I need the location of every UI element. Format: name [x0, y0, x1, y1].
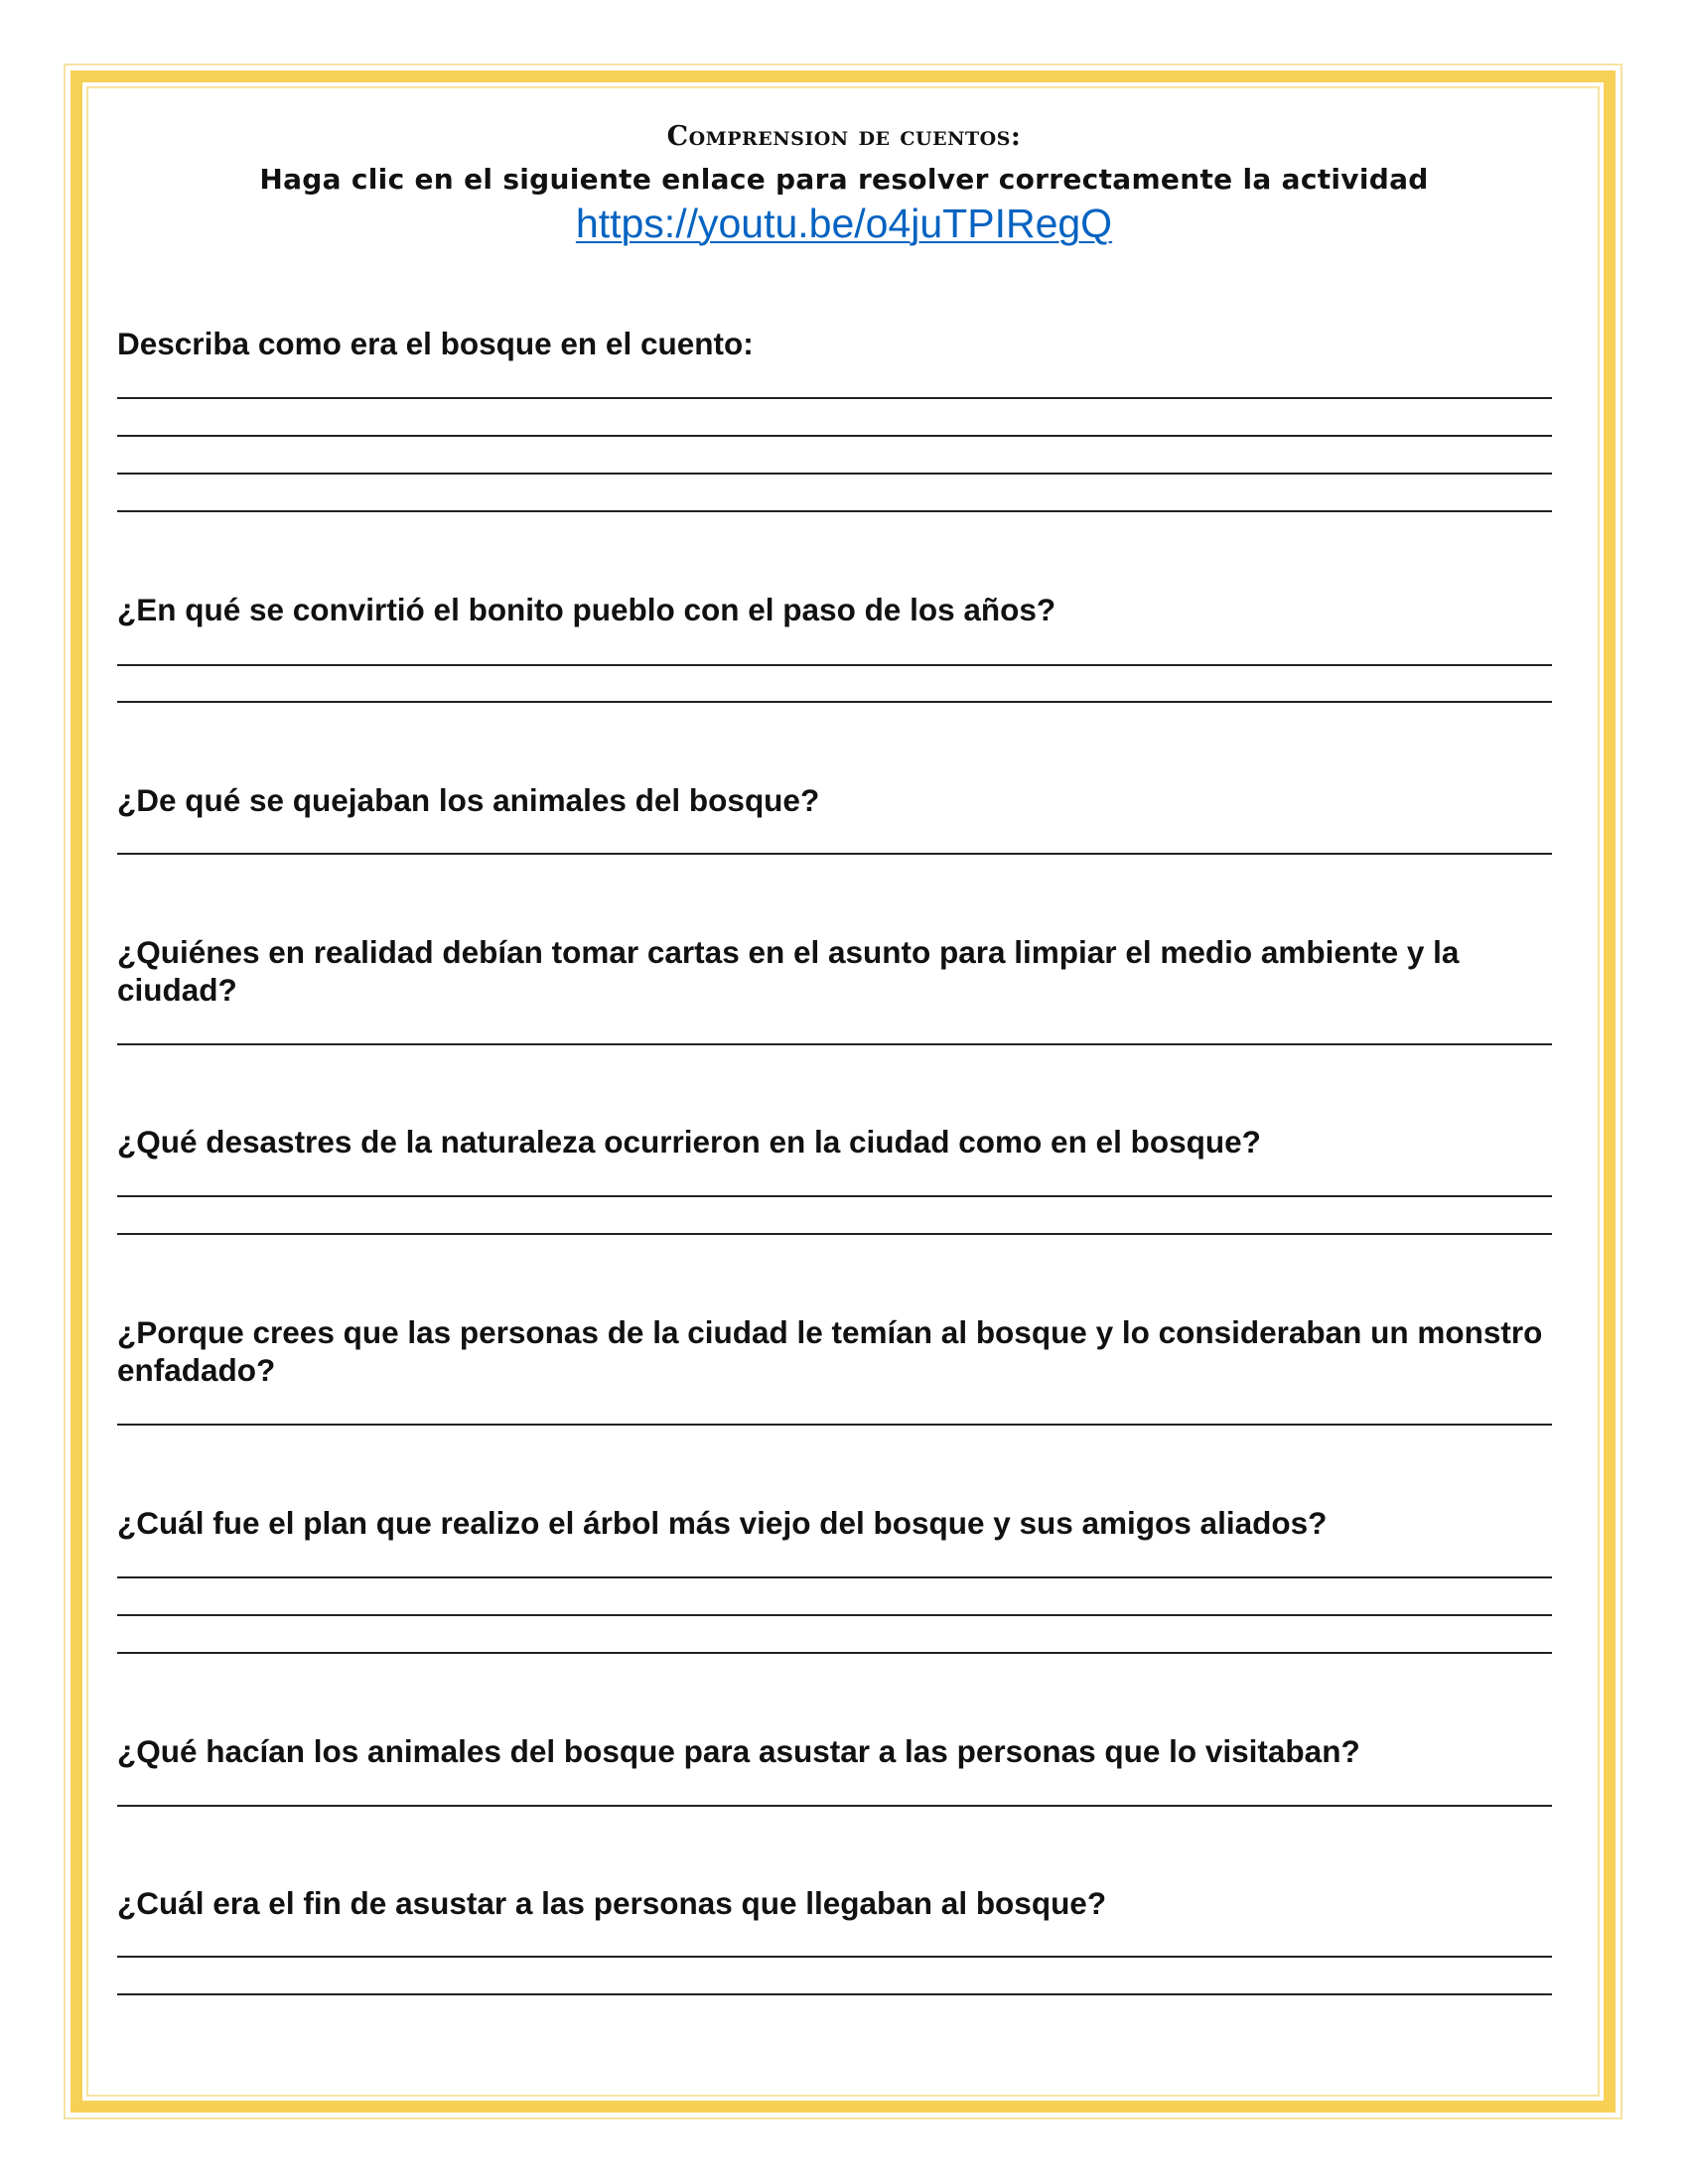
- answer-line[interactable]: [117, 1233, 1552, 1235]
- answer-line[interactable]: [117, 1956, 1552, 1958]
- answer-line[interactable]: [117, 473, 1552, 475]
- question-3: ¿De qué se quejaban los animales del bosque?: [117, 782, 820, 818]
- answer-line[interactable]: [117, 853, 1552, 855]
- answer-line[interactable]: [117, 664, 1552, 666]
- answer-line[interactable]: [117, 435, 1552, 437]
- question-2: ¿En qué se convirtió el bonito pueblo con el paso de los años?: [117, 592, 1056, 627]
- answer-line[interactable]: [117, 1424, 1552, 1426]
- answer-line[interactable]: [117, 1043, 1552, 1045]
- page-border-inner: [86, 86, 1600, 2097]
- answer-line[interactable]: [117, 1195, 1552, 1197]
- answer-line[interactable]: [117, 397, 1552, 399]
- answer-line[interactable]: [117, 1614, 1552, 1616]
- question-9: ¿Cuál era el fin de asustar a las personas que llegaban al bosque?: [117, 1885, 1107, 1921]
- question-8: ¿Qué hacían los animales del bosque para asustar a las personas que lo visitaban?: [117, 1733, 1360, 1769]
- question-6: ¿Porque crees que las personas de la ciudad le temían al bosque y lo consideraban un monstro enfadado?: [117, 1314, 1543, 1388]
- question-4: ¿Quiénes en realidad debían tomar cartas en el asunto para limpiar el medio ambiente y la ciudad?: [117, 934, 1460, 1008]
- worksheet-instruction: Haga clic en el siguiente enlace para resolver correctamente la actividad: [259, 163, 1429, 196]
- worksheet-title: Comprension de cuentos:: [666, 121, 1022, 152]
- answer-line[interactable]: [117, 1993, 1552, 1995]
- question-5: ¿Qué desastres de la naturaleza ocurrieron en la ciudad como en el bosque?: [117, 1124, 1261, 1160]
- answer-line[interactable]: [117, 1805, 1552, 1807]
- answer-line[interactable]: [117, 1652, 1552, 1654]
- answer-line[interactable]: [117, 701, 1552, 703]
- answer-line[interactable]: [117, 510, 1552, 512]
- question-1: Describa como era el bosque en el cuento:: [117, 326, 754, 361]
- video-link[interactable]: https://youtu.be/o4juTPIRegQ: [575, 201, 1113, 246]
- answer-line[interactable]: [117, 1576, 1552, 1578]
- question-7: ¿Cuál fue el plan que realizo el árbol más viejo del bosque y sus amigos aliados?: [117, 1505, 1328, 1541]
